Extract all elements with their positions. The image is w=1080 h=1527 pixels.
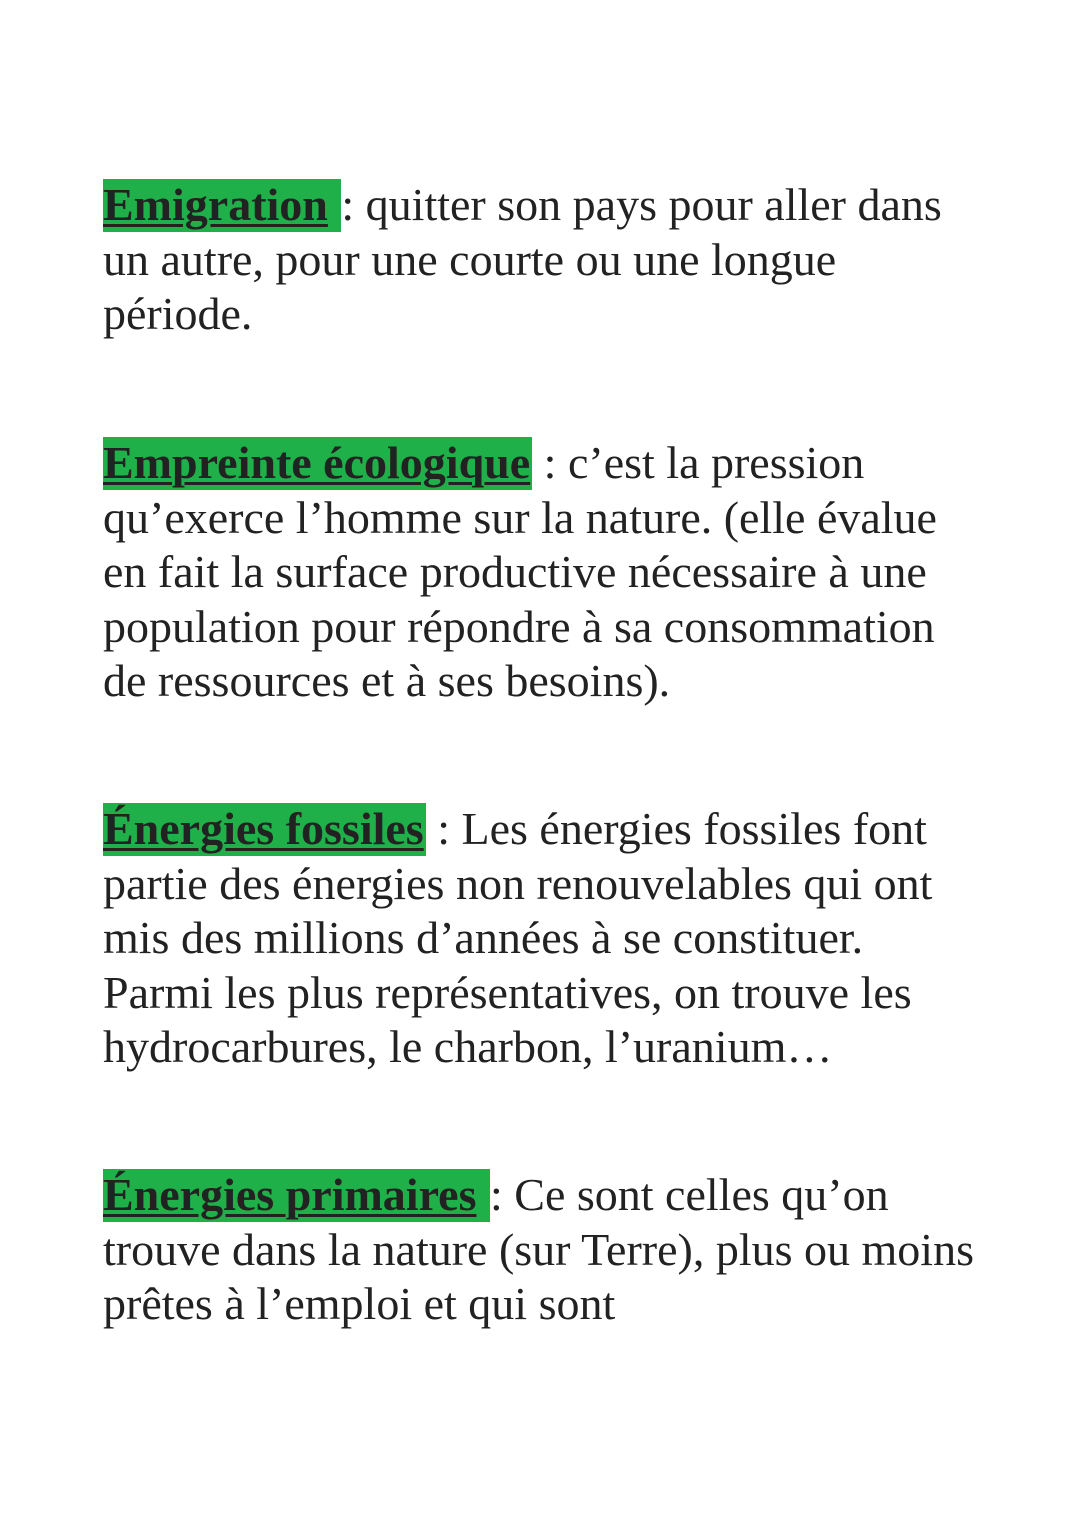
term-highlight: Empreinte écologique	[103, 437, 531, 488]
definition-text: : Les énergies fossiles font partie des énergies non renouvelables qui ont mis des millions d’années à se constituer. Parmi les plus représentatives, on trouve les hydrocarbures, le charbon, l’uranium…	[103, 803, 933, 1072]
glossary-entry-energies-primaires	[103, 1168, 983, 1332]
glossary-entry-emigration	[103, 178, 983, 342]
definition-text: : c’est la pression qu’exerce l’homme sur la nature. (elle évalue en fait la surface productive nécessaire à une population pour répondre à sa consommation de ressources et à ses besoins).	[103, 437, 937, 706]
glossary-entry-energies-fossiles	[103, 802, 983, 1075]
term-highlight: Énergies fossiles	[103, 803, 424, 854]
term-highlight: Énergies primaires	[103, 1169, 477, 1220]
definition-text: : quitter son pays pour aller dans un autre, pour une courte ou une longue période.	[103, 179, 942, 339]
glossary-entry-empreinte-ecologique	[103, 436, 983, 709]
definition-text: : Ce sont celles qu’on trouve dans la nature (sur Terre), plus ou moins prêtes à l’emploi et qui sont	[103, 1169, 974, 1329]
term-highlight: Emigration	[103, 179, 328, 230]
